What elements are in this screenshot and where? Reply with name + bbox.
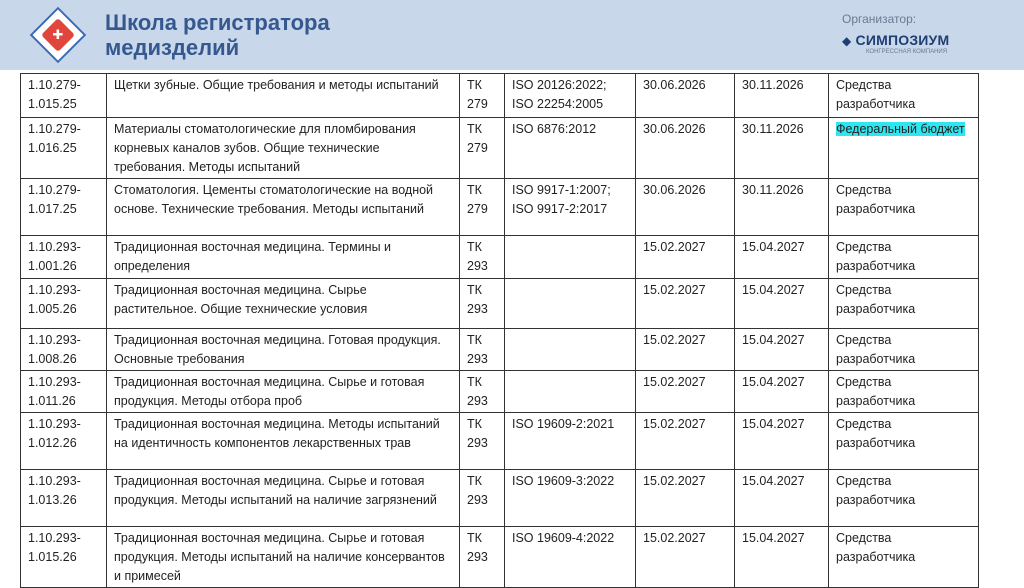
cell-deadline-text: 15.04.2027 — [742, 531, 805, 545]
cell-tk-text: ТК 293 — [467, 474, 488, 507]
cell-plan-date-text: 30.06.2026 — [643, 183, 706, 197]
symposium-mark-icon: ◆ — [842, 34, 852, 48]
table-body — [21, 74, 979, 588]
table-row — [21, 279, 979, 329]
cell-plan-date — [636, 118, 735, 179]
cell-funding-text: Средства разработчика — [836, 474, 916, 507]
cell-title — [107, 179, 460, 236]
cell-plan-date-text: 15.02.2027 — [643, 240, 706, 254]
cell-deadline — [735, 413, 829, 470]
cell-code — [21, 329, 107, 371]
cell-tk — [460, 279, 505, 329]
cell-tk-text: ТК 279 — [467, 183, 488, 216]
cell-code-text: 1.10.279-1.016.25 — [28, 122, 81, 155]
cell-iso — [505, 74, 636, 118]
standards-table-wrap — [20, 73, 978, 588]
cell-funding-text: Федеральный бюджет — [836, 122, 965, 136]
cell-deadline — [735, 74, 829, 118]
cell-funding — [829, 279, 979, 329]
cell-tk-text: ТК 293 — [467, 531, 488, 564]
standards-table — [20, 73, 979, 588]
table-row — [21, 470, 979, 527]
cell-deadline — [735, 470, 829, 527]
cell-plan-date-text: 15.02.2027 — [643, 333, 706, 347]
cell-title-text: Традиционная восточная медицина. Готовая продукция. Основные требования — [114, 333, 441, 366]
cell-iso-text: ISO 19609-4:2022 — [512, 531, 615, 545]
table-row — [21, 179, 979, 236]
cell-iso-text: ISO 19609-2:2021 — [512, 417, 615, 431]
organizer-logo — [842, 32, 949, 48]
cell-funding — [829, 236, 979, 279]
cell-deadline — [735, 371, 829, 413]
cell-title-text: Традиционная восточная медицина. Сырье растительное. Общие технические условия — [114, 283, 368, 316]
cell-deadline-text: 15.04.2027 — [742, 240, 805, 254]
cell-code — [21, 74, 107, 118]
cell-funding-text: Средства разработчика — [836, 375, 916, 408]
cell-funding-text: Средства разработчика — [836, 240, 916, 273]
cell-tk — [460, 236, 505, 279]
medical-cross-icon: ✚ — [52, 27, 64, 42]
cell-code — [21, 470, 107, 527]
cell-title-text: Материалы стоматологические для пломбирования корневых каналов зубов. Общие технические требования. Методы испытаний — [114, 122, 416, 174]
table-row — [21, 527, 979, 588]
cell-title — [107, 371, 460, 413]
table-row — [21, 236, 979, 279]
organizer-subtitle: КОНГРЕССНАЯ КОМПАНИЯ — [866, 49, 948, 55]
cell-funding — [829, 179, 979, 236]
cell-iso-text: ISO 6876:2012 — [512, 122, 597, 136]
cell-tk-text: ТК 279 — [467, 78, 488, 111]
cell-iso-text: ISO 19609-3:2022 — [512, 474, 615, 488]
cell-plan-date-text: 15.02.2027 — [643, 375, 706, 389]
cell-plan-date-text: 30.06.2026 — [643, 122, 706, 136]
cell-iso — [505, 413, 636, 470]
cell-tk — [460, 118, 505, 179]
school-logo — [30, 7, 86, 63]
cell-iso — [505, 236, 636, 279]
cell-deadline — [735, 118, 829, 179]
cell-code-text: 1.10.293-1.012.26 — [28, 417, 81, 450]
cell-funding-text: Средства разработчика — [836, 78, 916, 111]
cell-title — [107, 74, 460, 118]
cell-title — [107, 236, 460, 279]
cell-iso — [505, 279, 636, 329]
cell-deadline-text: 30.11.2026 — [742, 183, 804, 197]
cell-code — [21, 279, 107, 329]
cell-deadline — [735, 179, 829, 236]
cell-deadline-text: 15.04.2027 — [742, 283, 805, 297]
cell-plan-date — [636, 179, 735, 236]
cell-tk-text: ТК 293 — [467, 417, 488, 450]
cell-iso — [505, 470, 636, 527]
cell-iso — [505, 179, 636, 236]
cell-code — [21, 527, 107, 588]
cell-title — [107, 413, 460, 470]
cell-title — [107, 527, 460, 588]
cell-tk-text: ТК 293 — [467, 240, 488, 273]
cell-deadline — [735, 527, 829, 588]
cell-plan-date-text: 15.02.2027 — [643, 417, 706, 431]
cell-tk-text: ТК 293 — [467, 283, 488, 316]
table-row — [21, 74, 979, 118]
cell-tk — [460, 329, 505, 371]
cell-iso-text: ISO 20126:2022; ISO 22254:2005 — [512, 78, 607, 111]
cell-code — [21, 371, 107, 413]
cell-plan-date — [636, 74, 735, 118]
cell-code-text: 1.10.293-1.001.26 — [28, 240, 81, 273]
cell-plan-date-text: 15.02.2027 — [643, 531, 706, 545]
cell-deadline — [735, 236, 829, 279]
cell-deadline-text: 15.04.2027 — [742, 333, 805, 347]
cell-tk — [460, 527, 505, 588]
cell-deadline-text: 30.11.2026 — [742, 78, 804, 92]
cell-plan-date-text: 30.06.2026 — [643, 78, 706, 92]
cell-title — [107, 470, 460, 527]
cell-code-text: 1.10.293-1.015.26 — [28, 531, 81, 564]
cell-title — [107, 329, 460, 371]
cell-title-text: Традиционная восточная медицина. Методы испытаний на идентичность компонентов лекарственных трав — [114, 417, 440, 450]
cell-title-text: Традиционная восточная медицина. Сырье и готовая продукция. Методы отбора проб — [114, 375, 425, 408]
cell-deadline-text: 15.04.2027 — [742, 375, 805, 389]
cell-funding-text: Средства разработчика — [836, 417, 916, 450]
cell-tk-text: ТК 293 — [467, 333, 488, 366]
cell-plan-date — [636, 371, 735, 413]
cell-iso — [505, 371, 636, 413]
cell-funding — [829, 329, 979, 371]
cell-funding-text: Средства разработчика — [836, 333, 916, 366]
cell-tk — [460, 371, 505, 413]
cell-deadline — [735, 279, 829, 329]
cell-plan-date — [636, 329, 735, 371]
cell-plan-date-text: 15.02.2027 — [643, 283, 706, 297]
cell-funding — [829, 74, 979, 118]
cell-title — [107, 279, 460, 329]
cell-plan-date — [636, 236, 735, 279]
header-banner — [0, 0, 1024, 70]
cell-funding — [829, 527, 979, 588]
cell-code-text: 1.10.293-1.013.26 — [28, 474, 81, 507]
cell-tk — [460, 413, 505, 470]
cell-funding — [829, 118, 979, 179]
cell-title-text: Щетки зубные. Общие требования и методы испытаний — [114, 78, 439, 92]
cell-deadline — [735, 329, 829, 371]
cell-tk — [460, 74, 505, 118]
table-row — [21, 413, 979, 470]
page-title — [105, 10, 330, 60]
cell-deadline-text: 30.11.2026 — [742, 122, 804, 136]
cell-iso — [505, 329, 636, 371]
table-row — [21, 118, 979, 179]
cell-title-text: Традиционная восточная медицина. Сырье и готовая продукция. Методы испытаний на наличие консервантов и примесей — [114, 531, 445, 583]
organizer-label: Организатор: — [842, 12, 917, 26]
cell-funding — [829, 413, 979, 470]
cell-funding-text: Средства разработчика — [836, 283, 916, 316]
cell-title-text: Традиционная восточная медицина. Термины и определения — [114, 240, 392, 273]
cell-plan-date — [636, 413, 735, 470]
cell-funding — [829, 371, 979, 413]
organizer-name: СИМПОЗИУМ — [855, 32, 950, 48]
cell-title-text: Стоматология. Цементы стоматологические на водной основе. Технические требования. Методы испытаний — [114, 183, 434, 216]
cell-code-text: 1.10.293-1.008.26 — [28, 333, 81, 366]
cell-iso — [505, 118, 636, 179]
cell-tk-text: ТК 279 — [467, 122, 488, 155]
cell-funding — [829, 470, 979, 527]
cell-code-text: 1.10.293-1.011.26 — [28, 375, 81, 408]
cell-deadline-text: 15.04.2027 — [742, 417, 805, 431]
cell-iso-text: ISO 9917-1:2007; ISO 9917-2:2017 — [512, 183, 611, 216]
cell-tk — [460, 179, 505, 236]
cell-plan-date-text: 15.02.2027 — [643, 474, 706, 488]
cell-tk — [460, 470, 505, 527]
title-line-2: медизделий — [105, 35, 240, 60]
table-row — [21, 329, 979, 371]
cell-code-text: 1.10.293-1.005.26 — [28, 283, 81, 316]
title-line-1: Школа регистратора — [105, 10, 330, 35]
cell-code-text: 1.10.279-1.015.25 — [28, 78, 81, 111]
cell-code — [21, 118, 107, 179]
cell-funding-text: Средства разработчика — [836, 183, 916, 216]
cell-title — [107, 118, 460, 179]
cell-deadline-text: 15.04.2027 — [742, 474, 805, 488]
cell-plan-date — [636, 279, 735, 329]
cell-plan-date — [636, 527, 735, 588]
table-row — [21, 371, 979, 413]
cell-tk-text: ТК 293 — [467, 375, 488, 408]
cell-title-text: Традиционная восточная медицина. Сырье и готовая продукция. Методы испытаний на наличие загрязнений — [114, 474, 437, 507]
cell-code — [21, 413, 107, 470]
cell-funding-text: Средства разработчика — [836, 531, 916, 564]
cell-plan-date — [636, 470, 735, 527]
cell-code — [21, 236, 107, 279]
cell-iso — [505, 527, 636, 588]
cell-code-text: 1.10.279-1.017.25 — [28, 183, 81, 216]
cell-code — [21, 179, 107, 236]
